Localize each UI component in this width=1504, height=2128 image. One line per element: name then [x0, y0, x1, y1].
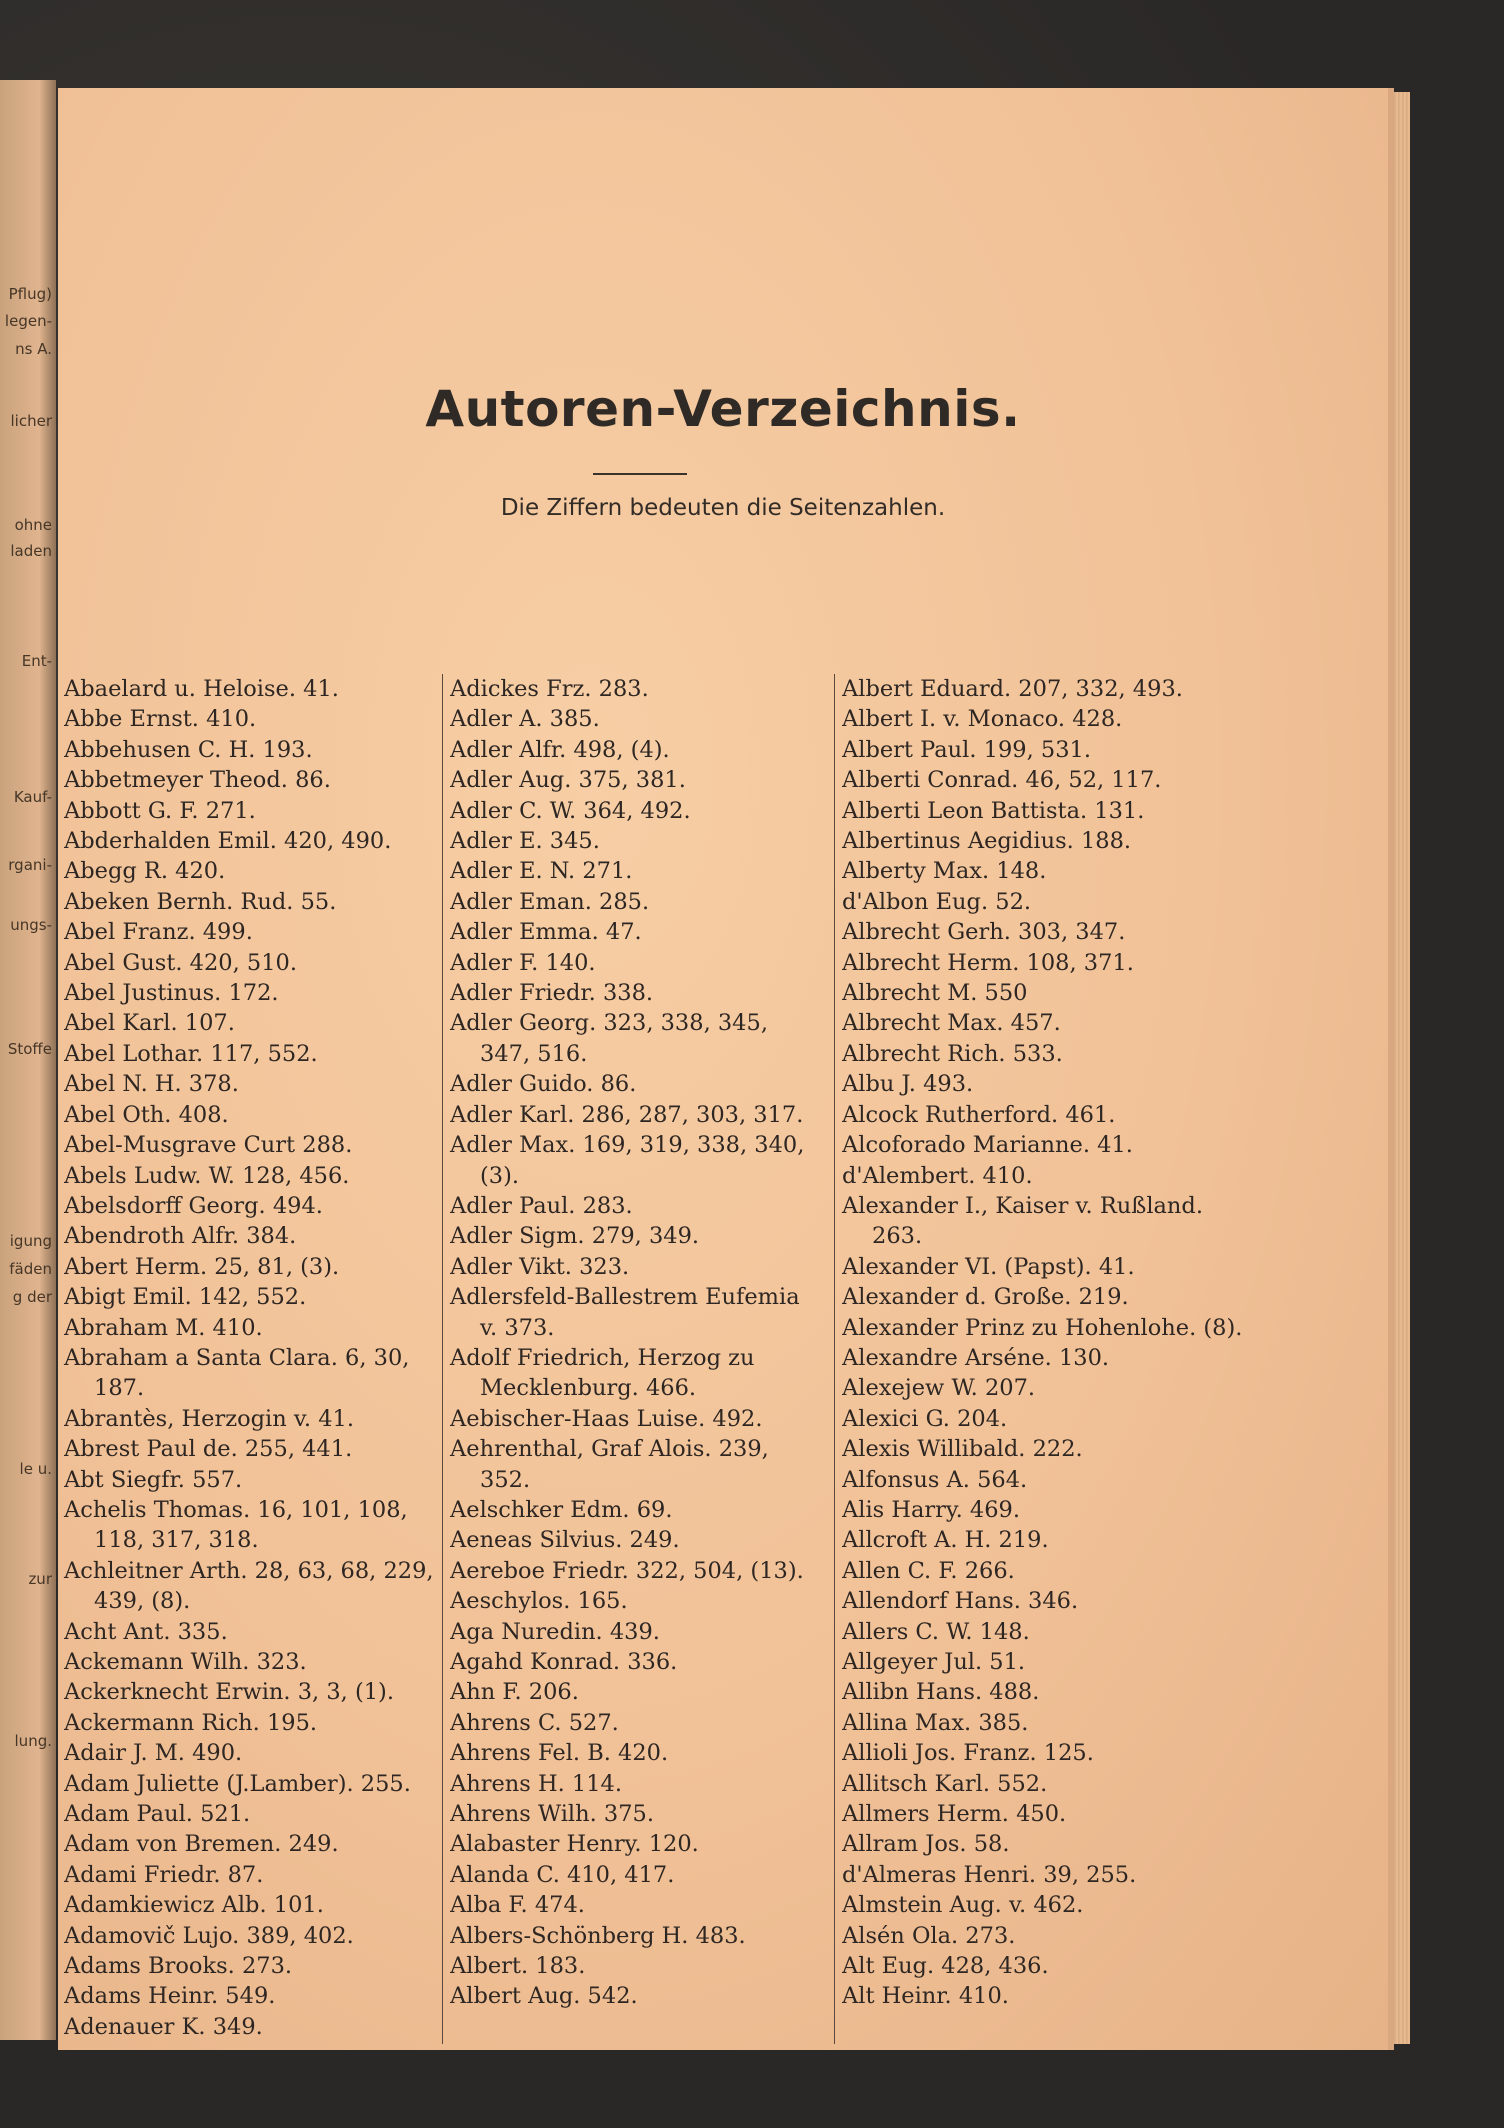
index-entry: Alfonsus A. 564. [842, 1466, 1028, 1493]
index-entry: Adler Emma. 47. [450, 919, 642, 946]
index-entry: Ackerknecht Erwin. 3, 3, (1). [64, 1679, 394, 1706]
index-entry: Adler Paul. 283. [450, 1192, 633, 1219]
index-entry: Alcock Rutherford. 461. [842, 1101, 1116, 1128]
index-entry: Alba F. 474. [450, 1892, 585, 1919]
previous-page-fragment: fäden [9, 1260, 52, 1278]
previous-page-fragment: lung. [14, 1732, 52, 1750]
index-entry: Alabaster Henry. 120. [450, 1831, 699, 1858]
index-entry: Abels Ludw. W. 128, 456. [64, 1162, 350, 1189]
index-entry: Adler E. N. 271. [450, 858, 633, 885]
index-entry: Albers-Schönberg H. 483. [450, 1922, 746, 1949]
index-entry: Allioli Jos. Franz. 125. [842, 1740, 1094, 1767]
index-entry: Adler Eman. 285. [450, 888, 650, 915]
index-page [58, 88, 1388, 2050]
index-entry: Alberti Conrad. 46, 52, 117. [842, 767, 1162, 794]
index-entry: Albrecht Rich. 533. [842, 1040, 1063, 1067]
index-entry: Albert Aug. 542. [450, 1983, 638, 2010]
index-entry: Ahrens C. 527. [450, 1709, 619, 1736]
previous-page-fragment: ns A. [15, 340, 52, 358]
index-entry: Adam von Bremen. 249. [64, 1831, 339, 1858]
index-entry: Adair J. M. 490. [64, 1740, 243, 1767]
index-entry: Aebischer-Haas Luise. 492. [450, 1405, 763, 1432]
index-entry: Adamovič Lujo. 389, 402. [64, 1922, 354, 1949]
previous-page-fragment: Pflug) [8, 285, 52, 303]
index-entry: Ackermann Rich. 195. [64, 1709, 318, 1736]
index-entry: Abel Justinus. 172. [64, 980, 279, 1007]
index-entry: Allmers Herm. 450. [842, 1801, 1067, 1828]
page-subtitle: Die Ziffern bedeuten die Seitenzahlen. [500, 495, 946, 521]
index-entry: Adams Heinr. 549. [64, 1983, 276, 2010]
previous-page-fragment: le u. [19, 1460, 52, 1478]
index-entry: Abel Lothar. 117, 552. [64, 1040, 318, 1067]
index-entry: Albert I. v. Monaco. 428. [842, 706, 1123, 733]
previous-page-fragment: ungs- [10, 916, 52, 934]
index-entry: Abaelard u. Heloise. 41. [64, 676, 339, 702]
index-entry: Allibn Hans. 488. [842, 1679, 1040, 1706]
index-entry: Abegg R. 420. [64, 858, 226, 885]
index-entry: Almstein Aug. v. 462. [842, 1892, 1084, 1919]
index-entry: Abbott G. F. 271. [64, 797, 256, 824]
index-entry: Adler Vikt. 323. [450, 1253, 630, 1280]
index-entry: Abel Gust. 420, 510. [64, 949, 298, 976]
index-entry: Allram Jos. 58. [842, 1831, 1010, 1858]
index-entry: Albert. 183. [450, 1953, 586, 1980]
index-entry: Albert Eduard. 207, 332, 493. [842, 676, 1183, 702]
index-entry: Adler Karl. 286, 287, 303, 317. [450, 1101, 804, 1128]
index-entry: Alsén Ola. 273. [842, 1922, 1016, 1949]
previous-page-fragment: Stoffe [7, 1040, 52, 1058]
index-entry: Achleitner Arth. 28, 63, 68, 229, 439, (8). [64, 1557, 434, 1615]
index-entry: d'Alembert. 410. [842, 1162, 1033, 1189]
index-entry: Abelsdorff Georg. 494. [64, 1192, 323, 1219]
index-entry: Adami Friedr. 87. [64, 1861, 264, 1888]
index-entry: Aehrenthal, Graf Alois. 239, 352. [450, 1436, 769, 1493]
index-entry: Abel Franz. 499. [64, 919, 253, 946]
index-entry: Albertinus Aegidius. 188. [842, 828, 1132, 855]
index-entry: Alt Heinr. 410. [842, 1983, 1009, 2010]
index-entry: Aga Nuredin. 439. [450, 1618, 660, 1645]
index-entry: Adlersfeld-Ballestrem Eufemia v. 373. [450, 1284, 800, 1341]
index-entry: Alexander Prinz zu Hohenlohe. (8). [842, 1314, 1242, 1341]
index-entry: Alexejew W. 207. [842, 1375, 1036, 1402]
index-entry: Aelschker Edm. 69. [450, 1496, 673, 1523]
index-entry: Aeneas Silvius. 249. [450, 1527, 680, 1554]
index-entry: Alcoforado Marianne. 41. [842, 1132, 1133, 1159]
index-entry: Adler Georg. 323, 338, 345, 347, 516. [450, 1010, 768, 1067]
index-entry: Alexandre Arséne. 130. [842, 1344, 1110, 1371]
index-column-2 [450, 674, 822, 2044]
index-entry: Alexander d. Große. 219. [842, 1284, 1129, 1311]
index-entry: Aeschylos. 165. [450, 1588, 628, 1615]
index-entry: Albu J. 493. [842, 1071, 974, 1098]
index-entry: Adamkiewicz Alb. 101. [64, 1892, 324, 1919]
index-entry: Albrecht Herm. 108, 371. [842, 949, 1134, 976]
index-entry: Achelis Thomas. 16, 101, 108, 118, 317, 318. [64, 1496, 408, 1554]
index-entry: Ahn F. 206. [450, 1679, 579, 1706]
index-entry: Alexici G. 204. [842, 1405, 1008, 1432]
index-entry: Abel N. H. 378. [64, 1071, 239, 1098]
title-rule [593, 473, 687, 475]
index-entry: Alt Eug. 428, 436. [842, 1953, 1049, 1980]
previous-page-fragment: g der [12, 1288, 52, 1306]
index-entry: Ahrens H. 114. [450, 1770, 623, 1797]
index-entry: Abraham a Santa Clara. 6, 30, 187. [64, 1344, 410, 1402]
index-entry: Allgeyer Jul. 51. [842, 1649, 1026, 1675]
index-entry: d'Almeras Henri. 39, 255. [842, 1861, 1137, 1888]
index-entry: Alexis Willibald. 222. [842, 1436, 1083, 1463]
page-stack-edge [1388, 92, 1410, 2044]
index-entry: Adam Juliette (J.Lamber). 255. [64, 1770, 411, 1797]
previous-page-edge [0, 80, 56, 2040]
previous-page-fragment: laden [10, 542, 52, 560]
index-entry: Abel-Musgrave Curt 288. [64, 1132, 353, 1159]
previous-page-fragment: ohne [14, 516, 52, 534]
index-entry: Allers C. W. 148. [842, 1618, 1030, 1645]
index-column-3 [842, 674, 1242, 2044]
index-entry: Ahrens Fel. B. 420. [450, 1740, 669, 1767]
index-entry: Abeken Bernh. Rud. 55. [64, 888, 337, 915]
index-entry: Abt Siegfr. 557. [64, 1466, 243, 1493]
index-entry: Agahd Konrad. 336. [450, 1649, 678, 1675]
index-entry: Adler Friedr. 338. [450, 980, 654, 1007]
index-entry: Allen C. F. 266. [842, 1557, 1015, 1584]
previous-page-fragment: igung [9, 1232, 52, 1250]
index-column-1 [64, 674, 434, 2044]
previous-page-fragment: Ent- [21, 652, 52, 670]
index-entry: Aereboe Friedr. 322, 504, (13). [450, 1557, 804, 1584]
index-entry: Adler E. 345. [450, 828, 600, 855]
previous-page-fragment: zur [28, 1570, 52, 1588]
column-divider [442, 674, 443, 2044]
index-entry: Adickes Frz. 283. [450, 676, 649, 702]
index-entry: Adler Alfr. 498, (4). [450, 736, 670, 763]
index-entry: Alberti Leon Battista. 131. [842, 797, 1145, 824]
index-entry: Abrest Paul de. 255, 441. [64, 1436, 353, 1463]
index-entry: Allcroft A. H. 219. [842, 1527, 1049, 1554]
index-entry: Abbe Ernst. 410. [64, 706, 257, 733]
index-entry: Adler Sigm. 279, 349. [450, 1223, 700, 1250]
index-entry: Adler C. W. 364, 492. [450, 797, 691, 824]
previous-page-fragment: legen- [4, 312, 52, 330]
index-entry: Albrecht M. 550 [842, 980, 1028, 1007]
previous-page-fragment: Kauf- [13, 788, 52, 806]
index-entry: Abbetmeyer Theod. 86. [64, 767, 331, 794]
index-entry: Alanda C. 410, 417. [450, 1861, 675, 1888]
previous-page-fragment: licher [10, 412, 52, 430]
column-divider [834, 674, 835, 2044]
index-entry: Adam Paul. 521. [64, 1801, 251, 1828]
index-entry: Abbehusen C. H. 193. [64, 736, 313, 763]
index-entry: Allendorf Hans. 346. [842, 1588, 1079, 1615]
index-entry: Adler Guido. 86. [450, 1071, 637, 1098]
index-entry: Adams Brooks. 273. [64, 1953, 293, 1980]
index-entry: d'Albon Eug. 52. [842, 888, 1032, 915]
index-entry: Abderhalden Emil. 420, 490. [64, 828, 392, 855]
index-entry: Ahrens Wilh. 375. [450, 1801, 655, 1828]
index-entry: Adler A. 385. [450, 706, 600, 733]
index-entry: Adenauer K. 349. [64, 2013, 263, 2040]
index-entry: Abrantès, Herzogin v. 41. [64, 1405, 354, 1432]
index-entry: Adolf Friedrich, Herzog zu Mecklenburg. 466. [450, 1344, 755, 1402]
index-entry: Alberty Max. 148. [842, 858, 1047, 885]
index-entry: Abel Oth. 408. [64, 1101, 229, 1128]
index-entry: Albrecht Gerh. 303, 347. [842, 919, 1126, 946]
index-entry: Adler F. 140. [450, 949, 596, 976]
index-entry: Alis Harry. 469. [842, 1496, 1021, 1523]
index-entry: Ackemann Wilh. 323. [64, 1649, 307, 1675]
page-title: Autoren-Verzeichnis. [425, 380, 1021, 438]
index-entry: Albert Paul. 199, 531. [842, 736, 1091, 763]
index-entry: Abel Karl. 107. [64, 1010, 235, 1037]
index-entry: Adler Aug. 375, 381. [450, 767, 686, 794]
index-entry: Abigt Emil. 142, 552. [64, 1284, 307, 1311]
index-entry: Adler Max. 169, 319, 338, 340, (3). [450, 1132, 805, 1189]
index-entry: Allitsch Karl. 552. [842, 1770, 1048, 1797]
index-entry: Allina Max. 385. [842, 1709, 1029, 1736]
index-entry: Abraham M. 410. [64, 1314, 263, 1341]
index-entry: Abert Herm. 25, 81, (3). [64, 1253, 340, 1280]
index-entry: Alexander VI. (Papst). 41. [842, 1253, 1135, 1280]
index-entry: Abendroth Alfr. 384. [64, 1223, 297, 1250]
index-entry: Albrecht Max. 457. [842, 1010, 1061, 1037]
previous-page-fragment: rgani- [8, 856, 52, 874]
index-entry: Alexander I., Kaiser v. Rußland. 263. [842, 1192, 1203, 1250]
index-entry: Acht Ant. 335. [64, 1618, 228, 1645]
